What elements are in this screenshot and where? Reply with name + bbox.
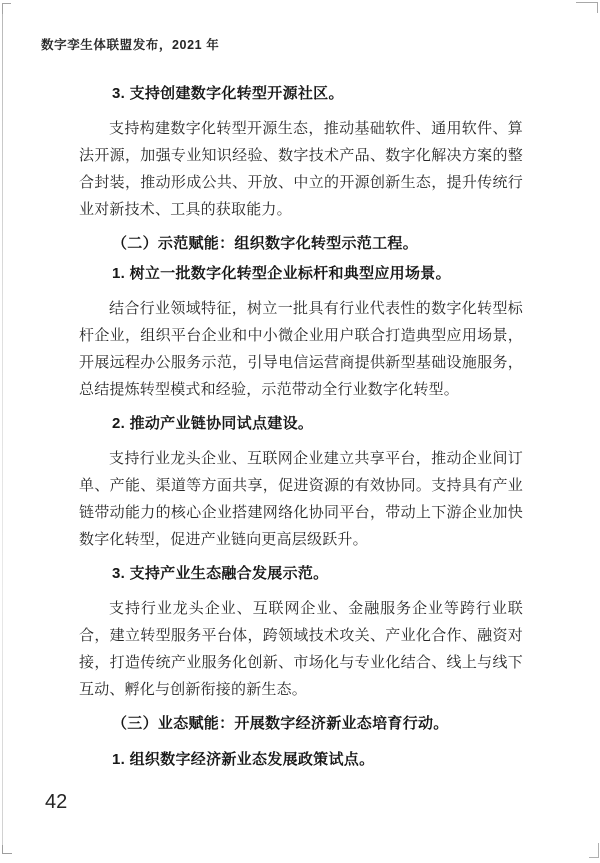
crop-mark-bottom-left-icon: [2, 845, 12, 854]
document-header: 数字孪生体联盟发布，2021 年: [41, 38, 220, 52]
section-heading: 3. 支持产业生态融合发展示范。: [112, 565, 329, 582]
section-heading: 2. 推动产业链协同试点建设。: [112, 415, 314, 432]
crop-mark-top-left-icon: [2, 3, 11, 14]
body-paragraph: 支持行业龙头企业、互联网企业建立共享平台，推动企业间订单、产能、渠道等方面共享，促进资源的有效协同。支持具有产业链带动能力的核心企业搭建网络化协同平台，带动上下游企业加快数字化转型，促进产业链向更高层级跃升。: [79, 451, 523, 548]
document-body: [79, 84, 523, 770]
crop-mark-bottom-right-icon: [589, 843, 599, 858]
section-heading: （二）示范赋能：组织数字化转型示范工程。: [112, 235, 419, 252]
body-paragraph: 结合行业领域特征，树立一批具有行业代表性的数字化转型标杆企业，组织平台企业和中小微企业用户联合打造典型应用场景，开展远程办公服务示范，引导电信运营商提供新型基础设施服务，总结提炼转型模式和经验，示范带动全行业数字化转型。: [79, 301, 523, 398]
page-edge-line: [2, 14, 3, 845]
body-paragraph: 支持行业龙头企业、互联网企业、金融服务企业等跨行业联合，建立转型服务平台体，跨领域技术攻关、产业化合作、融资对接，打造传统产业服务化创新、市场化与专业化结合、线上与线下互动、孵化与创新衔接的新生态。: [79, 601, 523, 698]
page-number: 42: [45, 791, 68, 813]
section-heading: （三）业态赋能：开展数字经济新业态培育行动。: [112, 715, 449, 732]
section-heading: 3. 支持创建数字化转型开源社区。: [112, 85, 344, 102]
section-heading: 1. 组织数字经济新业态发展政策试点。: [112, 751, 375, 768]
body-paragraph: 支持构建数字化转型开源生态，推动基础软件、通用软件、算法开源，加强专业知识经验、数字技术产品、数字化解决方案的整合封装，推动形成公共、开放、中立的开源创新生态，提升传统行业对新技术、工具的获取能力。: [79, 121, 523, 218]
section-heading: 1. 树立一批数字化转型企业标杆和典型应用场景。: [112, 265, 451, 282]
crop-mark-top-right-icon: [576, 2, 598, 13]
